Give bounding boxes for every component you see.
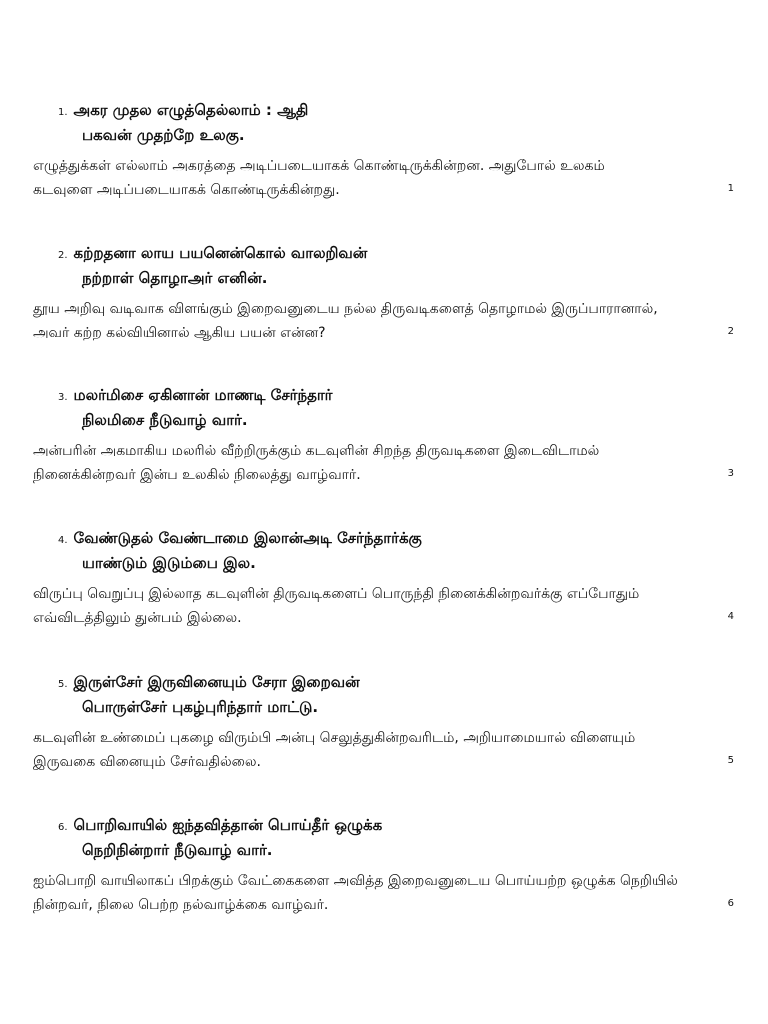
couplet-second-line: பகவன் முதற்றே உலகு.	[82, 126, 245, 144]
verse-index-number: 3	[727, 468, 734, 479]
verse-meaning: தூய அறிவு வடிவாக விளங்கும் இறைவனுடைய நல்ல திருவடிகளைத் தொழாமல் இருப்பாரானால், அவர் கற்ற கல்வியினால் ஆகிய பயன் என்ன?	[33, 301, 658, 341]
verse-meaning: கடவுளின் உண்மைப் புகழை விரும்பி அன்பு செலுத்துகின்றவரிடம், அறியாமையால் விளையும் இருவகை வினையும் சேர்வதில்லை.	[33, 730, 636, 770]
verse-meaning: ஐம்பொறி வாயிலாகப் பிறக்கும் வேட்கைகளை அவித்த இறைவனுடைய பொய்யற்ற ஒழுக்க நெறியில் நின்றவர், நிலை பெற்ற நல்வாழ்க்கை வாழ்வர்.	[33, 873, 678, 913]
verse-number: 2.	[58, 250, 68, 261]
verse-number: 6.	[58, 822, 68, 833]
verse-meaning: எழுத்துக்கள் எல்லாம் அகரத்தை அடிப்படையாகக் கொண்டிருக்கின்றன. அதுபோல் உலகம் கடவுளை அடிப்படையாகக் கொண்டிருக்கின்றது.	[33, 158, 605, 198]
couplet-second-line: நிலமிசை நீடுவாழ் வார்.	[82, 411, 248, 429]
couplet-first-line: 2. கற்றதனா லாய பயனென்கொல் வாலறிவன்	[58, 244, 368, 262]
verse-number: 3.	[58, 392, 68, 403]
verse-index-number: 2	[727, 326, 734, 337]
couplet-second-line: யாண்டும் இடும்பை இல.	[82, 554, 256, 572]
verse-meaning: அன்பரின் அகமாகிய மலரில் வீற்றிருக்கும் கடவுளின் சிறந்த திருவடிகளை இடைவிடாமல் நினைக்கின்றவர் இன்ப உலகில் நிலைத்து வாழ்வார்.	[33, 443, 600, 483]
verse-number: 5.	[58, 679, 68, 690]
couplet-first-line: 5. இருள்சேர் இருவினையும் சேரா இறைவன்	[58, 673, 360, 691]
verse-number: 1.	[58, 107, 68, 118]
couplet-first-line: 6. பொறிவாயில் ஐந்தவித்தான் பொய்தீர் ஒழுக்க	[58, 816, 383, 834]
couplet-second-line: பொருள்சேர் புகழ்புரிந்தார் மாட்டு.	[82, 698, 319, 716]
verse-index-number: 5	[727, 755, 734, 766]
verse-number: 4.	[58, 535, 68, 546]
verse-index-number: 4	[727, 611, 734, 622]
verse-index-number: 1	[727, 183, 734, 194]
couplet-second-line: நெறிநின்றார் நீடுவாழ் வார்.	[82, 841, 273, 859]
couplet-first-line: 1. அகர முதல எழுத்தெல்லாம் : ஆதி	[58, 101, 309, 119]
verse-meaning: விருப்பு வெறுப்பு இல்லாத கடவுளின் திருவடிகளைப் பொருந்தி நினைக்கின்றவர்க்கு எப்போதும் எவ்விடத்திலும் துன்பம் இல்லை.	[33, 586, 640, 626]
couplet-second-line: நற்றாள் தொழாஅர் எனின்.	[82, 269, 268, 287]
couplet-first-line: 3. மலர்மிசை ஏகினான் மாணடி சேர்ந்தார்	[58, 386, 333, 404]
couplet-first-line: 4. வேண்டுதல் வேண்டாமை இலான்அடி சேர்ந்தார்க்கு	[58, 529, 422, 547]
verse-index-number: 6	[727, 898, 734, 909]
